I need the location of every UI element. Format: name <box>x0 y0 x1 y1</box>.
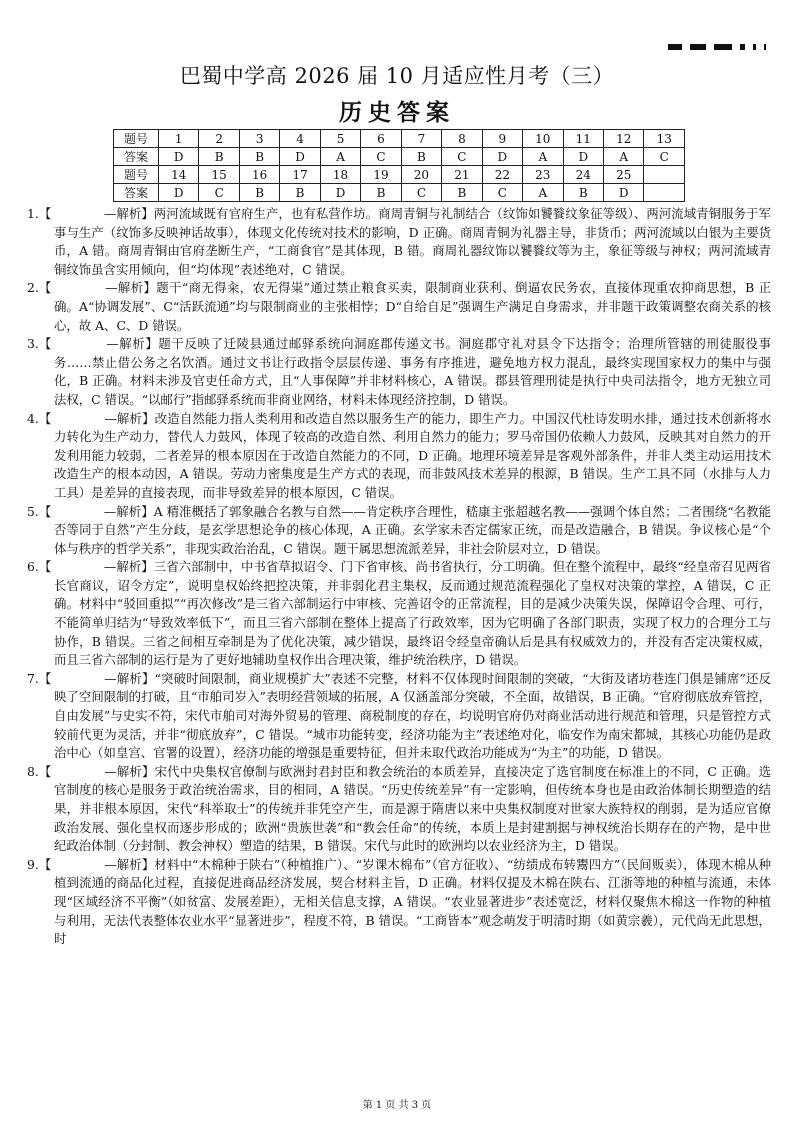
key-cell: D <box>320 184 360 202</box>
key-cell <box>644 184 685 202</box>
row-label: 答案 <box>114 148 159 166</box>
question-number: 2.【 <box>27 280 52 296</box>
explanation-item <box>27 670 771 763</box>
key-cell: 22 <box>482 166 522 184</box>
key-cell: 5 <box>320 130 360 148</box>
key-cell: D <box>159 184 199 202</box>
answer-row <box>114 184 685 202</box>
key-cell: 9 <box>482 130 522 148</box>
registration-mark <box>690 44 706 50</box>
key-cell: C <box>482 184 522 202</box>
key-cell: 16 <box>239 166 279 184</box>
question-number-row <box>114 166 685 184</box>
question-number: 5.【 <box>27 503 52 519</box>
key-cell: 2 <box>199 130 239 148</box>
page-subtitle: 历史答案 <box>339 99 455 126</box>
key-cell: D <box>563 148 603 166</box>
explanation-item <box>27 763 771 856</box>
key-cell: 21 <box>442 166 482 184</box>
explanation-item <box>27 410 771 503</box>
key-cell: D <box>280 148 320 166</box>
answer-key-table <box>113 129 685 202</box>
key-cell: 20 <box>401 166 441 184</box>
key-cell: 13 <box>644 130 685 148</box>
key-cell: 6 <box>361 130 401 148</box>
explanation-item <box>27 856 771 949</box>
key-cell: B <box>280 184 320 202</box>
explanations <box>27 205 771 949</box>
key-cell: 24 <box>563 166 603 184</box>
key-cell: C <box>442 148 482 166</box>
key-cell: 23 <box>523 166 563 184</box>
key-cell: C <box>644 148 685 166</box>
explanation-item <box>27 558 771 670</box>
key-cell: B <box>239 148 279 166</box>
key-cell: 18 <box>320 166 360 184</box>
key-cell: D <box>159 148 199 166</box>
question-number: 4.【 <box>27 410 52 426</box>
row-label: 题号 <box>114 130 159 148</box>
row-label: 题号 <box>114 166 159 184</box>
registration-mark <box>714 44 732 50</box>
key-cell: C <box>401 184 441 202</box>
key-cell: A <box>523 148 563 166</box>
row-label: 答案 <box>114 184 159 202</box>
key-cell: B <box>361 184 401 202</box>
question-number: 6.【 <box>27 559 52 575</box>
key-cell: B <box>199 148 239 166</box>
key-cell: 25 <box>603 166 643 184</box>
key-cell: 7 <box>401 130 441 148</box>
explanation-text: —解析】材料中“木棉种于陕右”（种植推广）、“岁课木棉布”（官方征收）、“纺绩成布转鬻四方”（民间贩卖），体现木棉从种植到流通的商品化过程，直接促进商品经济发展，契合材料主旨，D 正确。材料仅提及木棉在陕右、江浙等地的种植与流通，未体现“区域经济不平衡”（如贫富、发展差距），无相关信息支撑，A 错误。“农业显著进步”表述宽泛，材料仅聚焦木棉这一作物的种植与利用，无法代表整体农业水平“显著进步”，程度不符，B 错误。“工商皆本”观念萌发于明清时期（如黄宗羲），元代尚无此思想，时 <box>54 856 771 947</box>
key-cell: D <box>603 184 643 202</box>
registration-mark <box>740 44 745 50</box>
page-title: 巴蜀中学高 2026 届 10 月适应性月考（三） <box>179 64 615 88</box>
explanation-item <box>27 335 771 409</box>
explanation-text: —解析】三省六部制中，中书省草拟诏令、门下省审核、尚书省执行，分工明确。但在整个流程中，最终“经皇帝召见两省长官商议，诏令方定”，说明皇权始终把控决策，并非弱化君主集权，反而通过规范流程强化了皇权对决策的掌控，A 错误，C 正确。材料中“驳回重拟”“再次修改”是三省六部制运行中审核、完善诏令的正常流程，目的是减少决策失误，保障诏令合理、可行，不能简单归结为“导致效率低下”，而且三省六部制在整体上提高了行政效率，因为它明确了各部门职责，实现了权力的合理分工与协作，B 错误。三省之间相互牵制是为了优化决策，减少错误，最终诏令经皇帝确认后是具有权威效力的，并没有否定决策权威，而且三省六部制的运行是为了更好地辅助皇权作出合理决策，维护统治秩序，D 错误。 <box>54 559 771 668</box>
explanation-text: —解析】A 精准概括了郭象融合名教与自然——肯定秩序合理性，嵇康主张超越名教——强调个体自然；二者围绕“名教能否等同于自然”产生分歧，是玄学思想论争的核心体现，A 正确。玄学家未否定儒家正统，而是改造融合，B 错误。争议核心是“个体与秩序的哲学关系”，非现实政治治乱，C 错误。题干属思想流派差异，非社会阶层对立，D 错误。 <box>54 503 771 556</box>
explanation-item <box>27 279 771 335</box>
registration-mark <box>753 44 756 50</box>
key-cell: A <box>523 184 563 202</box>
key-cell: 3 <box>239 130 279 148</box>
explanation-text: —解析】“突破时间限制，商业规模扩大”表述不完整，材料不仅体现时间限制的突破，“大街及诸坊巷连门俱是铺席”还反映了空间限制的打破，且“市舶司岁入”表明经营领域的拓展，A 仅涵盖部分突破，不全面，故错误，B 正确。“官府彻底放弃管控，自由发展”与史实不符，宋代市舶司对海外贸易的管理、商税制度的存在，均说明官府仍对商业活动进行规范和管理，只是管控方式较前代更为灵活，并非“彻底放弃”，C 错误。“城市功能转变，经济功能为主”表述绝对化，临安作为南宋都城，其核心功能仍是政治中心（如皇宫、官署的设置），经济功能的增强是重要特征，但并未取代政治功能成为“为主”的功能，D 错误。 <box>54 670 771 761</box>
key-cell: 1 <box>159 130 199 148</box>
explanation-text: —解析】宋代中央集权官僚制与欧洲封君封臣和教会统治的本质差异，直接决定了选官制度在标准上的不同，C 正确。选官制度的核心是服务于政治统治需求，目的相同，A 错误。“历史传统差异”有一定影响，但传统本身也是由政治体制长期塑造的结果，并非根本原因，宋代“科举取士”的传统并非凭空产生，而是源于隋唐以来中央集权制度对世家大族特权的削弱，是为适应官僚政治发展、强化皇权而逐步形成的；欧洲“贵族世袭”和“教会任命”的传统，本质上是封建割据与神权统治长期存在的产物，是中世纪政治体制（分封制、教会神权）塑造的结果，B 错误。宋代与此时的欧洲均以农业经济为主，D 错误。 <box>54 763 771 854</box>
key-cell: C <box>361 148 401 166</box>
registration-mark <box>764 44 766 50</box>
key-cell: B <box>442 184 482 202</box>
key-cell: 10 <box>523 130 563 148</box>
key-cell: B <box>563 184 603 202</box>
key-cell: 17 <box>280 166 320 184</box>
key-cell: A <box>320 148 360 166</box>
key-cell: A <box>603 148 643 166</box>
question-number: 3.【 <box>27 336 52 352</box>
registration-mark <box>668 44 682 50</box>
key-cell: 12 <box>603 130 643 148</box>
key-cell: B <box>239 184 279 202</box>
key-cell: C <box>199 184 239 202</box>
page-footer: 第 1 页 共 3 页 <box>362 1100 432 1111</box>
explanation-text: —解析】两河流域既有官府生产，也有私营作坊。商周青铜与礼制结合（纹饰如饕餮纹象征等级）、两河流域青铜服务于军事与生产（纹饰多反映神话故事），体现文化传统对技术的影响，D 正确。商周青铜为礼器主导，非货币；两河流域以白银为主要货币，A 错。商周青铜由官府垄断生产，“工商食官”是其体现，B 错。商周礼器纹饰以饕餮纹等为主，象征等级与神权；两河流域青铜纹饰虽含实用倾向，但“均体现”表述绝对，C 错误。 <box>54 206 771 277</box>
key-cell: D <box>482 148 522 166</box>
key-cell: 14 <box>159 166 199 184</box>
explanation-text: —解析】题干反映了迁陵县通过邮驿系统向洞庭郡传递文书。洞庭郡守礼对县令下达指令；治理所管辖的刑徒服役事务……禁止借公务之名饮酒。通过文书让行政指令层层传递、事务有序推进，避免地方权力混乱，最终实现国家权力的集中与强化，B 正确。材料未涉及官吏任命方式，且“人事保障”并非材料核心，A 错误。郡县管理刑徒是执行中央司法指令，地方无独立司法权，C 错误。“以邮行”指邮驿系统而非商业网络，材料未体现经济控制，D 错误。 <box>54 336 771 407</box>
explanation-text: —解析】题干“商无得籴，农无得粜”通过禁止粮食买卖，限制商业获利、倒逼农民务农，直接体现重农抑商思想，B 正确。A“协调发展”、C“活跃流通”均与限制商业的主张相悖；D“自给自足”强调生产满足自身需求，并非题干政策调整农商关系的核心，故 A、C、D 错误。 <box>54 280 771 333</box>
key-cell: 4 <box>280 130 320 148</box>
key-cell: 15 <box>199 166 239 184</box>
key-cell: B <box>401 148 441 166</box>
question-number-row <box>114 130 685 148</box>
question-number: 1.【 <box>27 206 52 221</box>
answer-row <box>114 148 685 166</box>
key-cell <box>644 166 685 184</box>
explanation-item <box>27 503 771 559</box>
header-registration-marks <box>668 44 766 50</box>
question-number: 9.【 <box>27 856 52 872</box>
question-number: 8.【 <box>27 763 52 779</box>
key-cell: 11 <box>563 130 603 148</box>
key-cell: 19 <box>361 166 401 184</box>
explanation-text: —解析】改造自然能力指人类利用和改造自然以服务生产的能力，即生产力。中国汉代杜诗发明水排，通过技术创新将水力转化为生产动力，替代人力鼓风，体现了较高的改造自然、利用自然力的能力；罗马帝国仍依赖人力鼓风，反映其对自然力的开发利用能力较弱，二者差异的根本原因在于改造自然能力的不同，D 正确。地理环境差异是客观外部条件，并非人类主动运用技术改造生产的根本动因，A 错误。劳动力密集度是生产方式的表现，而非鼓风技术差异的根源，B 错误。生产工具不同（水排与人力工具）是差异的直接表现，而非导致差异的根本原因，C 错误。 <box>54 410 771 500</box>
explanation-item <box>27 205 771 279</box>
key-cell: 8 <box>442 130 482 148</box>
question-number: 7.【 <box>27 670 52 686</box>
